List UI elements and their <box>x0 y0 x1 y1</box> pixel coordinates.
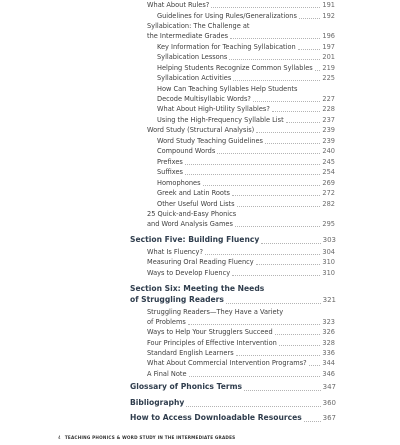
leader-dots <box>230 38 320 39</box>
section-title: Glossary of Phonics Terms <box>130 382 243 391</box>
toc-entry[interactable] <box>147 0 335 10</box>
leader-dots <box>235 226 321 227</box>
section-heading[interactable] <box>130 412 336 424</box>
leader-dots <box>315 70 321 71</box>
section-heading[interactable] <box>130 294 336 306</box>
leader-dots <box>232 195 320 196</box>
toc-entry[interactable] <box>157 52 335 62</box>
toc-entry[interactable] <box>157 188 335 198</box>
section-page: 347 <box>322 383 336 391</box>
toc-entry-label: Ways to Develop Fluency <box>147 269 231 277</box>
leader-dots <box>256 132 320 133</box>
toc-entry[interactable] <box>147 268 335 278</box>
toc-entry[interactable] <box>157 11 335 21</box>
toc-entry-label: and Word Analysis Games <box>147 220 233 228</box>
toc-entry-page: 295 <box>322 220 335 228</box>
toc-entry[interactable] <box>157 42 335 52</box>
toc-entry-page: 240 <box>322 147 335 155</box>
toc-entry-label: Decode Multisyllabic Words? <box>157 95 251 103</box>
leader-dots <box>256 264 321 265</box>
toc-entry-page: 304 <box>322 248 335 256</box>
leader-dots <box>275 334 321 335</box>
toc-entry-page: 269 <box>322 179 335 187</box>
toc-entry-label: Standard English Learners <box>147 349 234 357</box>
toc-entry-label: Homophones <box>157 179 201 187</box>
toc-entry-page: 191 <box>322 1 335 9</box>
toc-entry-page: 346 <box>322 370 335 378</box>
toc-entry-page: 282 <box>322 200 335 208</box>
toc-entry[interactable] <box>157 115 335 125</box>
toc-entry[interactable] <box>147 358 335 368</box>
toc-entry-label: Measuring Oral Reading Fluency <box>147 258 254 266</box>
leader-dots <box>217 153 320 154</box>
toc-entry-page: 254 <box>322 168 335 176</box>
toc-entry-page: 272 <box>322 189 335 197</box>
leader-dots <box>237 206 321 207</box>
toc-entry-label: of Problems <box>147 318 186 326</box>
toc-entry[interactable] <box>147 31 335 41</box>
leader-dots <box>253 101 320 102</box>
section-page: 367 <box>322 414 336 422</box>
toc-entry-label: A Final Note <box>147 370 187 378</box>
toc-entry-label: Struggling Readers—They Have a Variety <box>147 308 284 316</box>
leader-dots <box>232 275 320 276</box>
leader-dots <box>185 174 320 175</box>
section-heading[interactable] <box>130 234 336 246</box>
toc-entry-label: Ways to Help Your Strugglers Succeed <box>147 328 273 336</box>
leader-dots <box>189 376 321 377</box>
toc-entry-label: What Is Fluency? <box>147 248 203 256</box>
toc-entry[interactable] <box>147 327 335 337</box>
toc-entry-label: Syllabication: The Challenge at <box>147 22 250 30</box>
toc-entry[interactable] <box>147 209 335 219</box>
toc-entry-label: Key Information for Teaching Syllabication <box>157 43 296 51</box>
toc-entry-label: Syllabication Activities <box>157 74 232 82</box>
toc-entry-page: 310 <box>322 269 335 277</box>
leader-dots <box>304 421 321 422</box>
toc-entry-page: 239 <box>322 137 335 145</box>
toc-entry-page: 219 <box>322 64 335 72</box>
toc-entry-page: 197 <box>322 43 335 51</box>
toc-entry-page: 228 <box>322 105 335 113</box>
section-title: Section Six: Meeting the Needs <box>130 284 265 293</box>
toc-entry[interactable] <box>157 146 335 156</box>
toc-entry-label: What About Commercial Intervention Programs? <box>147 359 307 367</box>
toc-entry-label: Helping Students Recognize Common Syllables <box>157 64 313 72</box>
toc-entry-label: Suffixes <box>157 168 183 176</box>
leader-dots <box>211 7 320 8</box>
toc-entry[interactable] <box>147 369 335 379</box>
toc-entry-label: the Intermediate Grades <box>147 32 229 40</box>
toc-entry-label: Using the High-Frequency Syllable List <box>157 116 284 124</box>
toc-entry-page: 326 <box>322 328 335 336</box>
leader-dots <box>186 406 320 407</box>
toc-entry[interactable] <box>157 157 335 167</box>
running-title: TEACHING PHONICS & WORD STUDY IN THE INTERMEDIATE GRADES <box>64 435 236 440</box>
toc-entry-label: Guidelines for Using Rules/Generalizations <box>157 12 297 20</box>
page-footer <box>58 435 235 440</box>
toc-entry[interactable] <box>157 94 335 104</box>
section-heading[interactable] <box>130 397 336 409</box>
toc-entry[interactable] <box>157 136 335 146</box>
toc-entry[interactable] <box>147 21 335 31</box>
leader-dots <box>226 303 321 304</box>
leader-dots <box>185 164 321 165</box>
toc-entry[interactable] <box>157 199 335 209</box>
toc-entry-label: Word Study Teaching Guidelines <box>157 137 263 145</box>
toc-entry-label: Syllabication Lessons <box>157 53 228 61</box>
leader-dots <box>203 185 321 186</box>
section-title: Bibliography <box>130 398 185 407</box>
toc-entry[interactable] <box>147 257 335 267</box>
toc-entry-page: 344 <box>322 359 335 367</box>
toc-entry[interactable] <box>157 73 335 83</box>
section-title: Section Five: Building Fluency <box>130 235 260 244</box>
toc-entry-page: 245 <box>322 158 335 166</box>
leader-dots <box>299 18 321 19</box>
toc-entry-label: How Can Teaching Syllables Help Students <box>157 85 298 93</box>
toc-entry-label: Word Study (Structural Analysis) <box>147 126 255 134</box>
section-title: How to Access Downloadable Resources <box>130 413 302 422</box>
toc-entry-page: 196 <box>322 32 335 40</box>
toc-entry[interactable] <box>147 317 335 327</box>
toc-entry[interactable] <box>157 84 335 94</box>
toc-entry[interactable] <box>147 247 335 257</box>
toc-entry[interactable] <box>157 63 335 73</box>
leader-dots <box>261 243 320 244</box>
leader-dots <box>286 122 321 123</box>
toc-entry-page: 192 <box>322 12 335 20</box>
toc-entry[interactable] <box>147 219 335 229</box>
toc-entry-page: 328 <box>322 339 335 347</box>
toc-entry-label: Four Principles of Effective Intervention <box>147 339 277 347</box>
leader-dots <box>229 59 320 60</box>
toc-entry-page: 201 <box>322 53 335 61</box>
toc-entry[interactable] <box>147 338 335 348</box>
section-page: 321 <box>322 296 336 304</box>
section-page: 303 <box>322 236 336 244</box>
toc-entry-label: Greek and Latin Roots <box>157 189 230 197</box>
leader-dots <box>298 49 321 50</box>
section-page: 360 <box>322 399 336 407</box>
leader-dots <box>309 365 321 366</box>
toc-entry[interactable] <box>157 104 335 114</box>
toc-entry-page: 239 <box>322 126 335 134</box>
leader-dots <box>265 143 320 144</box>
leader-dots <box>236 355 321 356</box>
toc-entry[interactable] <box>147 125 335 135</box>
toc-entry-label: 25 Quick-and-Easy Phonics <box>147 210 237 218</box>
leader-dots <box>188 324 321 325</box>
leader-dots <box>272 111 321 112</box>
toc-entry[interactable] <box>157 178 335 188</box>
toc-entry-page: 310 <box>322 258 335 266</box>
toc-entry[interactable] <box>147 307 335 317</box>
toc-entry-label: Compound Words <box>157 147 216 155</box>
toc-entry-page: 323 <box>322 318 335 326</box>
toc-entry-label: Prefixes <box>157 158 183 166</box>
toc-entry[interactable] <box>157 167 335 177</box>
toc-entry-page: 225 <box>322 74 335 82</box>
page-number: 4 <box>58 435 61 440</box>
leader-dots <box>244 390 321 391</box>
leader-dots <box>279 345 321 346</box>
toc-entry-label: Other Useful Word Lists <box>157 200 235 208</box>
leader-dots <box>233 80 320 81</box>
toc-entry-label: What About Rules? <box>147 1 210 9</box>
toc-entry-page: 227 <box>322 95 335 103</box>
toc-entry-page: 237 <box>322 116 335 124</box>
toc-entry-page: 336 <box>322 349 335 357</box>
toc-entry[interactable] <box>147 348 335 358</box>
section-title: of Struggling Readers <box>130 295 224 304</box>
section-heading[interactable] <box>130 381 336 393</box>
leader-dots <box>205 254 320 255</box>
toc-entry-label: What About High-Utility Syllables? <box>157 105 270 113</box>
